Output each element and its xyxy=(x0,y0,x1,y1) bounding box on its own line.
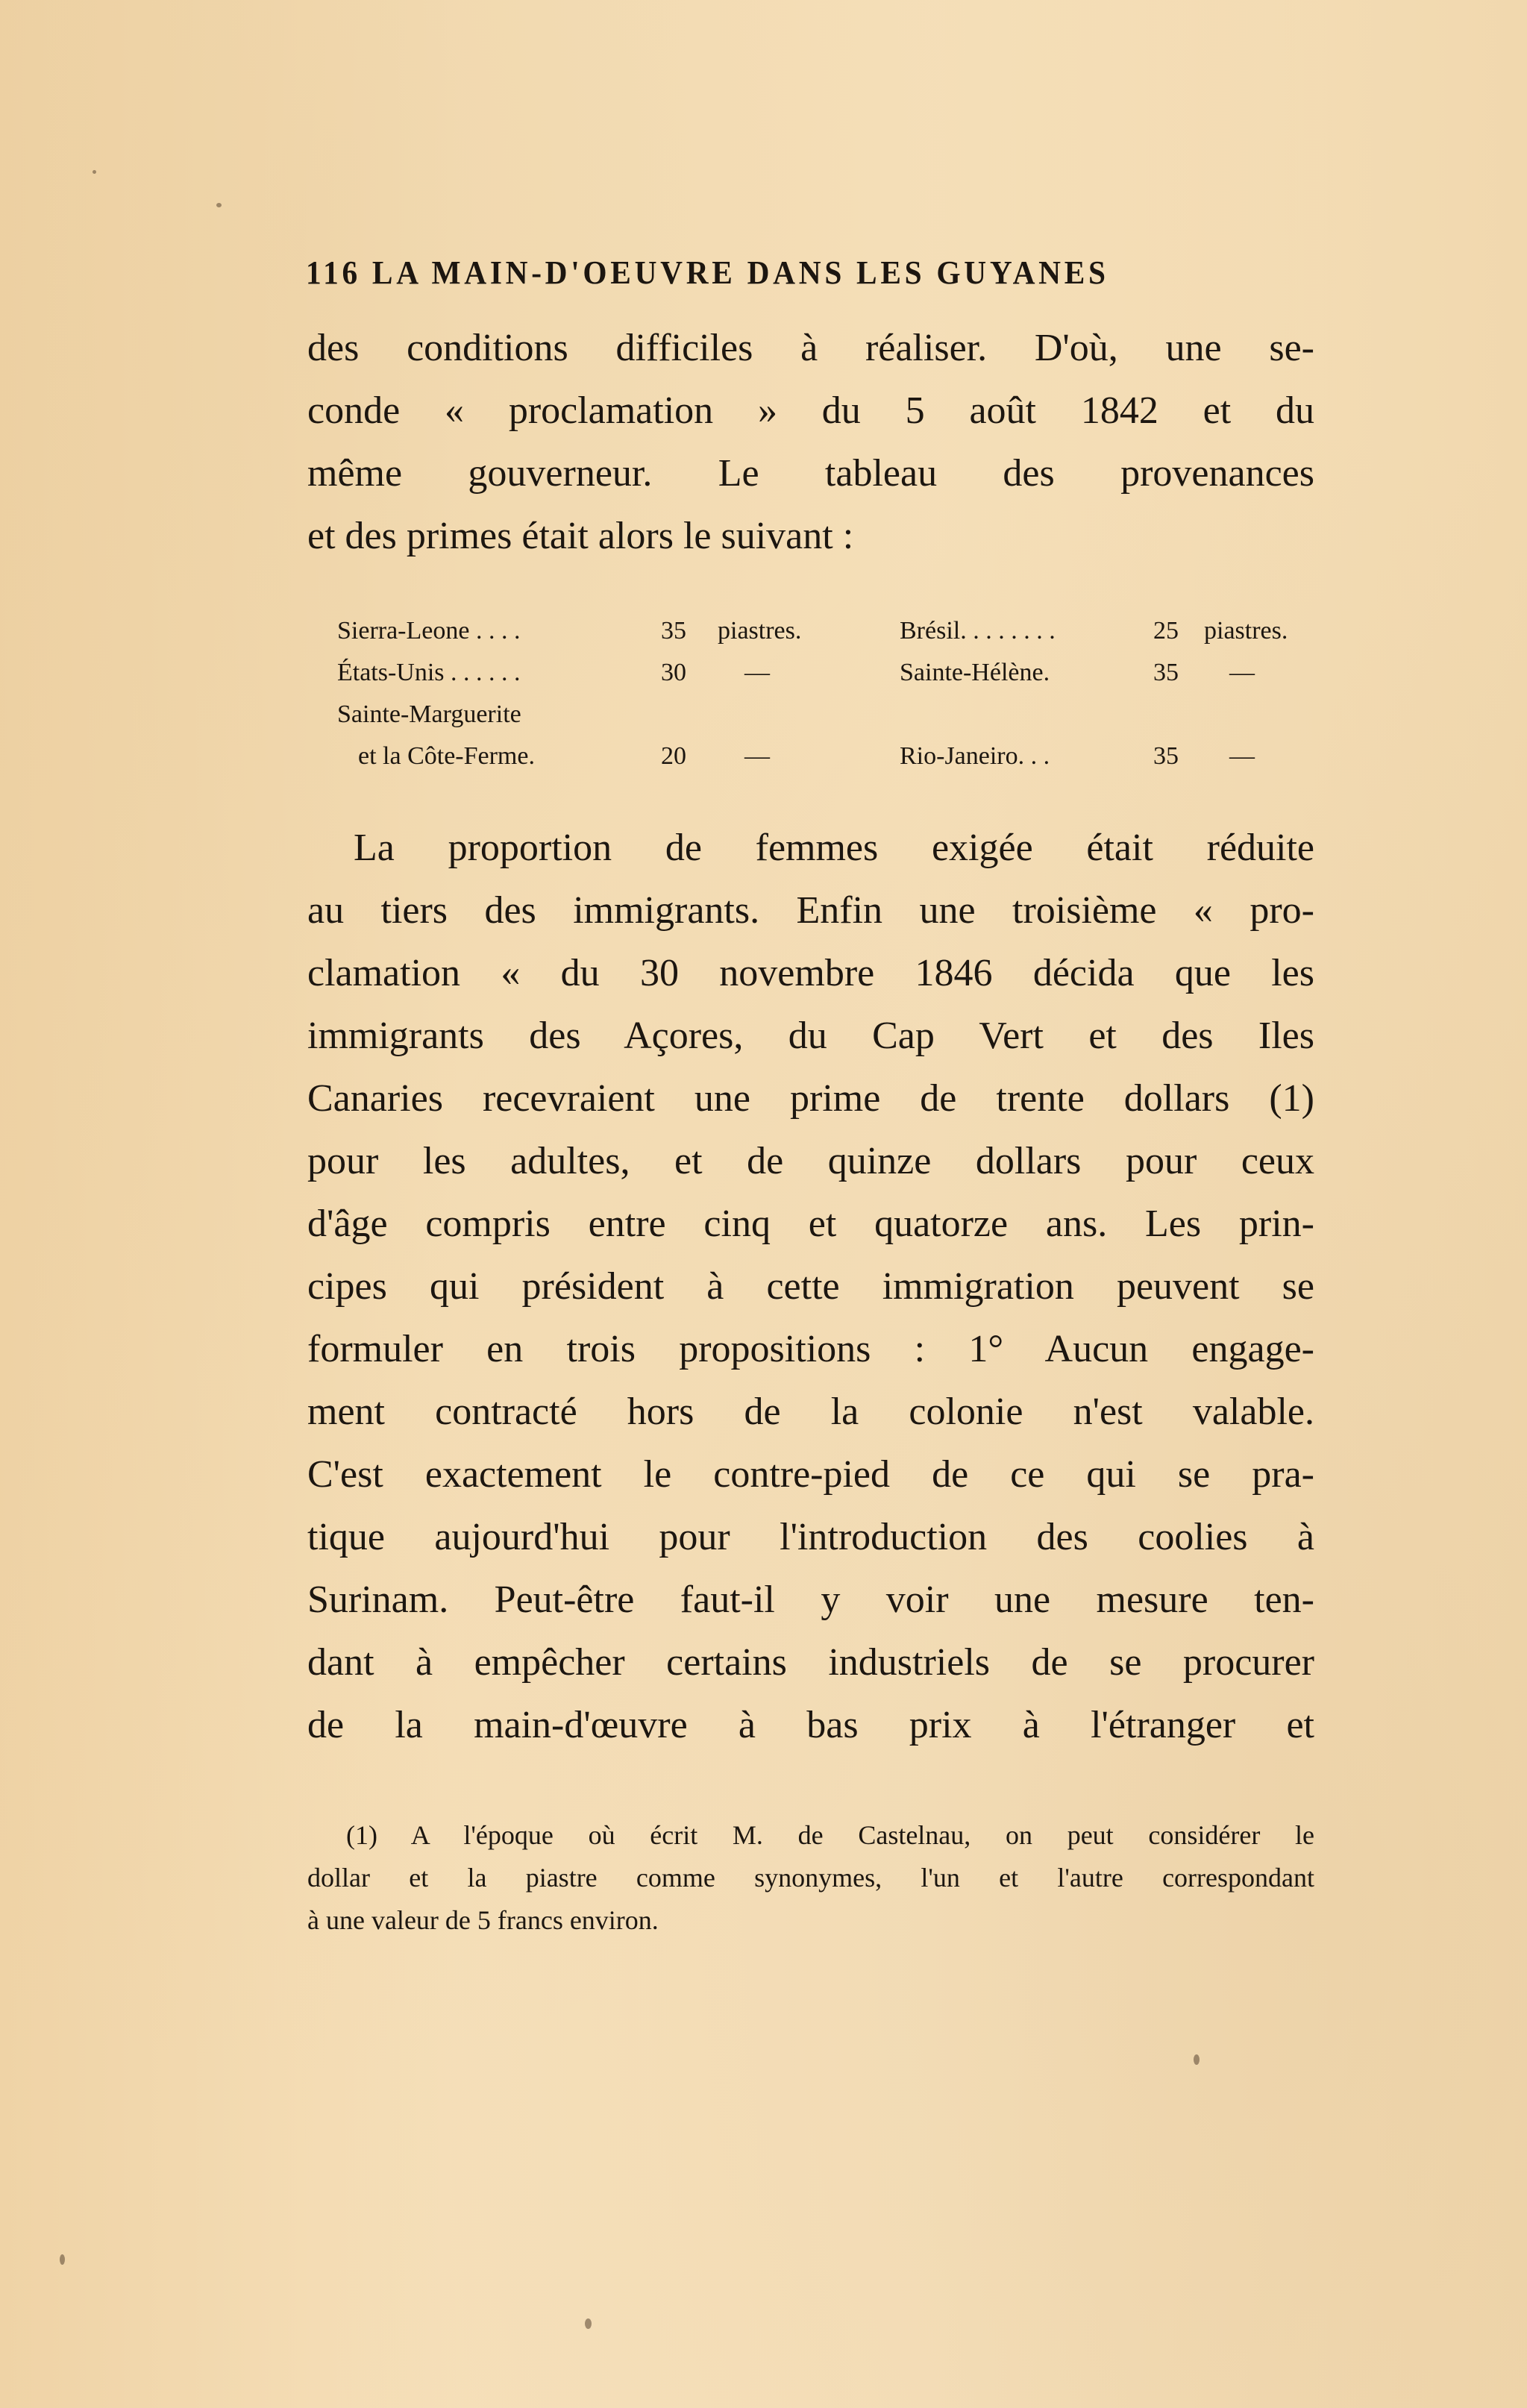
amount-cell: 35 xyxy=(1153,742,1179,770)
text-line: de la main-d'œuvre à bas prix à l'étranger et xyxy=(307,1704,1314,1746)
text-line: cipes qui président à cette immigration peuvent se xyxy=(307,1265,1314,1308)
paper-speck xyxy=(93,170,96,174)
amount-cell: 35 xyxy=(1153,659,1179,686)
text-line: formuler en trois propositions : 1° Aucun engage- xyxy=(307,1328,1314,1370)
provenance-premium-table xyxy=(337,610,1288,777)
paper-speck xyxy=(60,2254,65,2265)
origin-cell: Rio-Janeiro. . . xyxy=(900,742,1050,770)
text-line: Surinam. Peut-être faut-il y voir une mesure ten- xyxy=(307,1578,1314,1621)
unit-cell: piastres. xyxy=(718,617,802,645)
paper-speck xyxy=(585,2318,592,2329)
unit-cell xyxy=(1192,694,1288,736)
amount-cell xyxy=(1153,694,1192,736)
unit-cell: — xyxy=(744,659,770,686)
text-line: ment contracté hors de la colonie n'est valable. xyxy=(307,1390,1314,1433)
unit-cell: — xyxy=(1229,659,1255,686)
text-line: La proportion de femmes exigée était réduite xyxy=(354,827,1314,869)
paper-speck xyxy=(216,203,222,207)
text-line: C'est exactement le contre-pied de ce qui se pra- xyxy=(307,1453,1314,1496)
table-row xyxy=(337,610,1288,652)
unit-cell: — xyxy=(744,742,770,770)
table-row xyxy=(337,652,1288,694)
amount-cell: 30 xyxy=(661,659,686,686)
origin-cell xyxy=(900,694,1153,736)
text-line: conde « proclamation » du 5 août 1842 et du xyxy=(307,389,1314,432)
text-line: immigrants des Açores, du Cap Vert et des Iles xyxy=(307,1015,1314,1057)
text-line: clamation « du 30 novembre 1846 décida que les xyxy=(307,952,1314,994)
amount-cell: 25 xyxy=(1153,617,1179,645)
text-line: même gouverneur. Le tableau des provenances xyxy=(307,452,1314,495)
running-head xyxy=(306,254,1176,292)
paragraph-2 xyxy=(307,817,1314,1757)
table-row xyxy=(337,694,1288,736)
amount-cell: 35 xyxy=(661,617,686,645)
footnote-line: à une valeur de 5 francs environ. xyxy=(307,1905,659,1935)
text-line: d'âge compris entre cinq et quatorze ans. Les prin- xyxy=(307,1203,1314,1245)
table-row xyxy=(337,736,1288,777)
origin-cell: Sierra-Leone . . . . xyxy=(337,617,521,645)
footnote xyxy=(307,1814,1314,1942)
running-title: LA MAIN-D'OEUVRE DANS LES GUYANES xyxy=(371,254,1109,291)
text-line: pour les adultes, et de quinze dollars pour ceux xyxy=(307,1140,1314,1182)
text-line: des conditions difficiles à réaliser. D'où, une se- xyxy=(307,327,1314,369)
unit-cell: piastres. xyxy=(1204,617,1288,645)
text-line: et des primes était alors le suivant : xyxy=(307,515,854,557)
unit-cell xyxy=(700,694,900,736)
paragraph-1 xyxy=(307,317,1314,568)
paper-speck xyxy=(1194,2054,1200,2065)
text-line: au tiers des immigrants. Enfin une troisième « pro- xyxy=(307,889,1314,932)
text-line: Canaries recevraient une prime de trente dollars (1) xyxy=(307,1077,1314,1120)
origin-cell: Sainte-Marguerite xyxy=(337,700,521,728)
footnote-line: dollar et la piastre comme synonymes, l'un et l'autre correspondant xyxy=(307,1863,1314,1893)
origin-cell: et la Côte-Ferme. xyxy=(358,742,535,770)
page-number: 116 xyxy=(306,254,361,291)
footnote-line: (1) A l'époque où écrit M. de Castelnau, on peut considérer le xyxy=(346,1820,1314,1850)
origin-cell: États-Unis . . . . . . xyxy=(337,659,521,686)
text-line: dant à empêcher certains industriels de se procurer xyxy=(307,1641,1314,1684)
amount-cell xyxy=(661,694,700,736)
unit-cell: — xyxy=(1229,742,1255,770)
origin-cell: Brésil. . . . . . . . xyxy=(900,617,1056,645)
text-line: tique aujourd'hui pour l'introduction des coolies à xyxy=(307,1516,1314,1558)
amount-cell: 20 xyxy=(661,742,686,770)
origin-cell: Sainte-Hélène. xyxy=(900,659,1050,686)
